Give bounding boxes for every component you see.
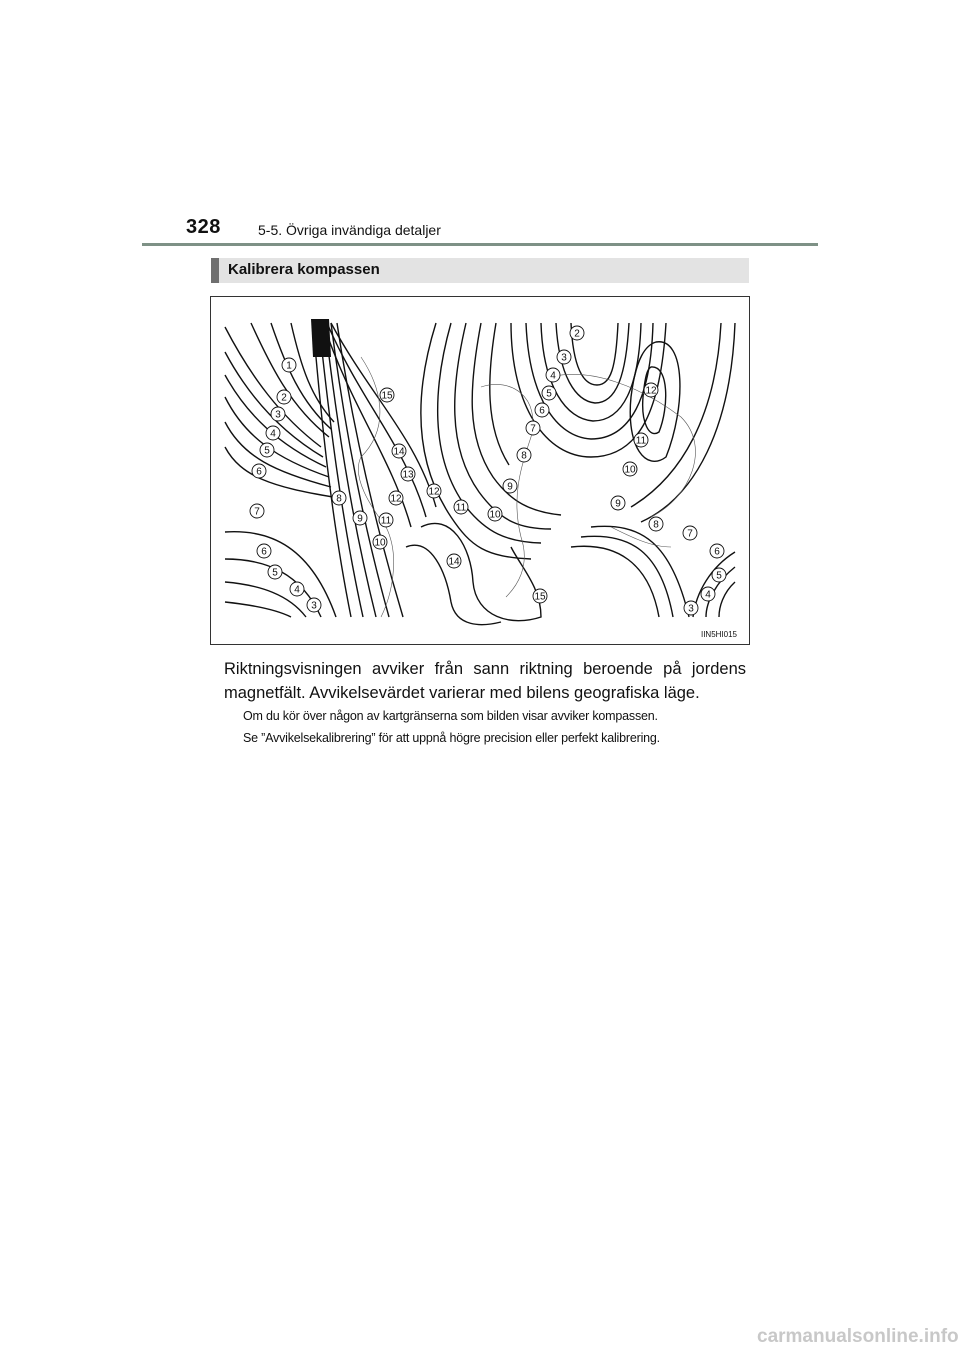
svg-text:1: 1	[286, 360, 292, 372]
zone-label-5	[260, 443, 274, 457]
svg-text:15: 15	[381, 390, 393, 402]
svg-text:9: 9	[507, 481, 513, 493]
zone-label-7	[526, 421, 540, 435]
zone-label-6	[252, 464, 266, 478]
zone-label-9	[353, 511, 367, 525]
zone-label-3	[271, 407, 285, 421]
svg-text:12: 12	[390, 493, 402, 505]
zone-label-12	[389, 491, 403, 505]
svg-text:11: 11	[455, 502, 467, 514]
svg-text:4: 4	[294, 584, 300, 596]
figure-code: IIN5HI015	[700, 630, 737, 639]
svg-text:6: 6	[714, 546, 720, 558]
zone-label-5	[542, 386, 556, 400]
zone-label-8	[517, 448, 531, 462]
svg-text:6: 6	[539, 405, 545, 417]
zone-label-12	[427, 484, 441, 498]
section-heading-text: Kalibrera kompassen	[228, 261, 380, 278]
svg-text:10: 10	[624, 464, 636, 476]
zone-label-15	[533, 589, 547, 603]
svg-text:12: 12	[645, 385, 657, 397]
zone-label-4	[266, 426, 280, 440]
zone-label-9	[611, 496, 625, 510]
svg-text:2: 2	[574, 328, 580, 340]
chapter-section-label: 5-5. Övriga invändiga detaljer	[258, 222, 441, 238]
svg-text:7: 7	[254, 506, 260, 518]
svg-text:11: 11	[380, 515, 392, 527]
zone-label-7	[683, 526, 697, 540]
zone-label-4	[290, 582, 304, 596]
zone-label-1	[282, 358, 296, 372]
svg-text:3: 3	[561, 352, 567, 364]
zone-label-2	[277, 390, 291, 404]
svg-text:9: 9	[357, 513, 363, 525]
note-line-2: Se ”Avvikelsekalibrering” för att uppnå högre precision eller perfekt kalibrering.	[243, 731, 660, 745]
zone-label-12	[644, 383, 658, 397]
zone-label-6	[257, 544, 271, 558]
zone-label-11	[379, 513, 393, 527]
svg-text:4: 4	[705, 589, 711, 601]
svg-text:10: 10	[489, 509, 501, 521]
zone-label-10	[488, 507, 502, 521]
zone-label-11	[634, 433, 648, 447]
svg-text:2: 2	[281, 392, 287, 404]
zone-label-9	[503, 479, 517, 493]
svg-text:4: 4	[270, 428, 276, 440]
zone-label-14	[447, 554, 461, 568]
zone-label-8	[332, 491, 346, 505]
svg-text:8: 8	[521, 450, 527, 462]
svg-text:4: 4	[550, 370, 556, 382]
svg-text:14: 14	[448, 556, 460, 568]
zone-label-5	[712, 568, 726, 582]
zone-label-3	[557, 350, 571, 364]
page-number: 328	[186, 216, 221, 238]
zone-label-4	[546, 368, 560, 382]
compass-zone-map-figure	[210, 296, 750, 645]
svg-text:6: 6	[261, 546, 267, 558]
zone-label-6	[710, 544, 724, 558]
zone-label-4	[701, 587, 715, 601]
zone-label-5	[268, 565, 282, 579]
svg-text:8: 8	[336, 493, 342, 505]
svg-text:5: 5	[272, 567, 278, 579]
svg-text:12: 12	[428, 486, 440, 498]
zone-label-3	[307, 598, 321, 612]
zone-label-14	[392, 444, 406, 458]
svg-text:5: 5	[546, 388, 552, 400]
zone-label-3	[684, 601, 698, 615]
svg-text:7: 7	[530, 423, 536, 435]
svg-text:13: 13	[402, 469, 414, 481]
zone-label-11	[454, 500, 468, 514]
svg-text:5: 5	[716, 570, 722, 582]
zone-label-7	[250, 504, 264, 518]
svg-text:3: 3	[688, 603, 694, 615]
zone-label-10	[623, 462, 637, 476]
svg-text:5: 5	[264, 445, 270, 457]
compass-zone-map	[211, 297, 749, 644]
svg-text:10: 10	[374, 537, 386, 549]
zone-label-2	[570, 326, 584, 340]
svg-text:11: 11	[635, 435, 647, 447]
watermark: carmanualsonline.info	[757, 1326, 959, 1347]
zone-label-8	[649, 517, 663, 531]
body-paragraph: Riktningsvisningen avviker från sann riktning beroende på jordens magnetfält. Avvikelsevärdet varierar med bilens geografiska läge.	[224, 660, 746, 702]
svg-text:14: 14	[393, 446, 405, 458]
svg-text:8: 8	[653, 519, 659, 531]
svg-text:7: 7	[687, 528, 693, 540]
svg-text:15: 15	[534, 591, 546, 603]
zone-label-6	[535, 403, 549, 417]
header-divider	[142, 243, 818, 246]
svg-text:3: 3	[275, 409, 281, 421]
note-line-1: Om du kör över någon av kartgränserna som bilden visar avviker kompassen.	[243, 709, 658, 723]
svg-text:9: 9	[615, 498, 621, 510]
section-heading	[211, 258, 749, 283]
svg-text:6: 6	[256, 466, 262, 478]
svg-text:3: 3	[311, 600, 317, 612]
zone-label-15	[380, 388, 394, 402]
zone-label-10	[373, 535, 387, 549]
zone-label-13	[401, 467, 415, 481]
